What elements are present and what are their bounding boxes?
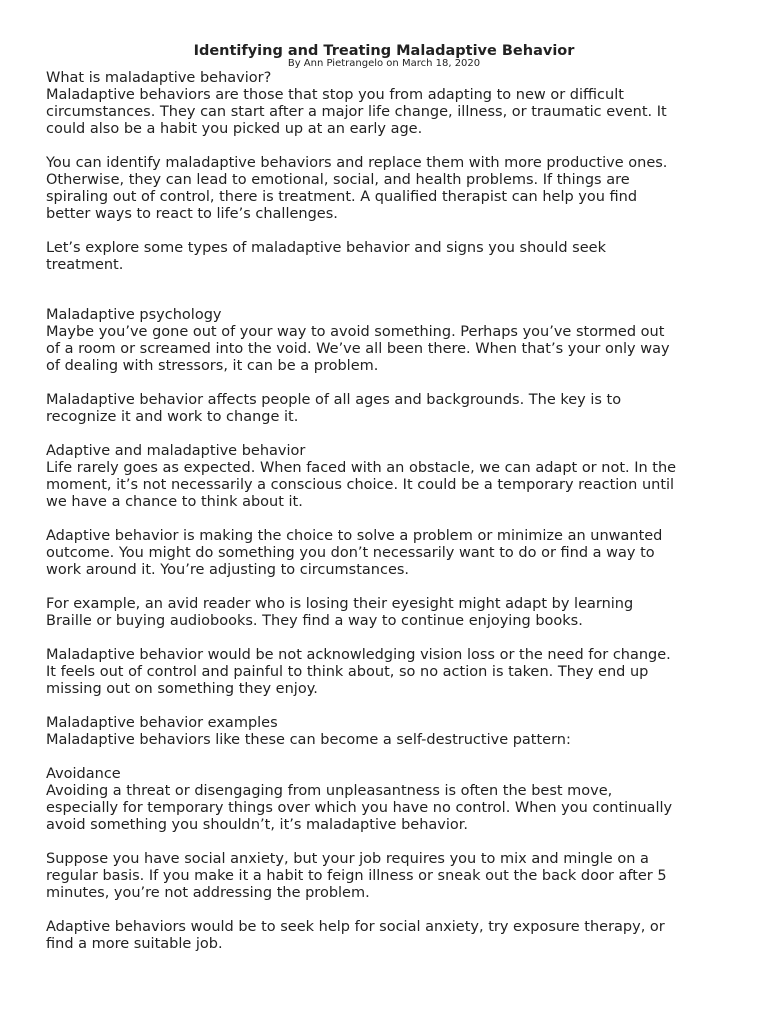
- paragraph-line: regular basis. If you make it a habit to feign illness or sneak out the back door after 5: [46, 868, 667, 884]
- paragraph-line: circumstances. They can start after a major life change, illness, or traumatic event. It: [46, 104, 667, 120]
- paragraph-line: Maladaptive behavior would be not acknowledging vision loss or the need for change.: [46, 647, 671, 663]
- paragraph-line: outcome. You might do something you don’t necessarily want to do or find a way to: [46, 545, 655, 561]
- paragraph-line: find a more suitable job.: [46, 936, 223, 952]
- paragraph-line: Suppose you have social anxiety, but your job requires you to mix and mingle on a: [46, 851, 649, 867]
- paragraph-spacer: [46, 426, 736, 443]
- paragraph-line: Adaptive behavior is making the choice to solve a problem or minimize an unwanted: [46, 528, 663, 544]
- section-heading: Adaptive and maladaptive behavior: [46, 443, 306, 459]
- paragraph-line: Life rarely goes as expected. When faced with an obstacle, we can adapt or not. In the: [46, 460, 677, 476]
- paragraph-spacer: [46, 749, 736, 766]
- paragraph-spacer: [46, 579, 736, 596]
- paragraph-spacer: [46, 223, 736, 240]
- document-title: Identifying and Treating Maladaptive Behavior: [193, 43, 575, 59]
- paragraph-spacer: [46, 274, 736, 307]
- paragraph-line: Maladaptive behaviors like these can become a self-destructive pattern:: [46, 732, 571, 748]
- paragraph-spacer: [46, 375, 736, 392]
- paragraph: [46, 87, 736, 138]
- paragraph: [46, 460, 736, 511]
- section-heading: Avoidance: [46, 766, 121, 782]
- paragraph: [46, 783, 736, 834]
- paragraph-line: better ways to react to life’s challenges.: [46, 206, 338, 222]
- paragraph: [46, 596, 736, 630]
- paragraph-line: could also be a habit you picked up at an early age.: [46, 121, 423, 137]
- paragraph-line: especially for temporary things over which you have no control. When you continually: [46, 800, 673, 816]
- paragraph-line: moment, it’s not necessarily a conscious choice. It could be a temporary reaction until: [46, 477, 675, 493]
- paragraph-line: minutes, you’re not addressing the problem.: [46, 885, 370, 901]
- paragraph-line: work around it. You’re adjusting to circumstances.: [46, 562, 410, 578]
- paragraph-spacer: [46, 698, 736, 715]
- paragraph-line: Adaptive behaviors would be to seek help for social anxiety, try exposure therapy, or: [46, 919, 665, 935]
- paragraph-spacer: [46, 902, 736, 919]
- paragraph: [46, 851, 736, 902]
- paragraph-line: Avoiding a threat or disengaging from unpleasantness is often the best move,: [46, 783, 613, 799]
- section-heading: Maladaptive behavior examples: [46, 715, 278, 731]
- paragraph-line: of dealing with stressors, it can be a problem.: [46, 358, 379, 374]
- paragraph: [46, 732, 736, 749]
- paragraph-line: It feels out of control and painful to think about, so no action is taken. They end up: [46, 664, 649, 680]
- paragraph-line: For example, an avid reader who is losing their eyesight might adapt by learning: [46, 596, 634, 612]
- section-heading: What is maladaptive behavior?: [46, 70, 272, 86]
- paragraph-spacer: [46, 630, 736, 647]
- paragraph-line: missing out on something they enjoy.: [46, 681, 318, 697]
- paragraph-spacer: [46, 138, 736, 155]
- paragraph-line: Otherwise, they can lead to emotional, social, and health problems. If things are: [46, 172, 630, 188]
- paragraph-line: Braille or buying audiobooks. They find a way to continue enjoying books.: [46, 613, 583, 629]
- paragraph-line: of a room or screamed into the void. We’ve all been there. When that’s your only way: [46, 341, 670, 357]
- paragraph-line: Maybe you’ve gone out of your way to avoid something. Perhaps you’ve stormed out: [46, 324, 665, 340]
- paragraph-line: Maladaptive behavior affects people of all ages and backgrounds. The key is to: [46, 392, 622, 408]
- document-body: [46, 70, 736, 953]
- paragraph-line: Let’s explore some types of maladaptive behavior and signs you should seek: [46, 240, 606, 256]
- paragraph-line: recognize it and work to change it.: [46, 409, 299, 425]
- paragraph-line: treatment.: [46, 257, 124, 273]
- paragraph-line: Maladaptive behaviors are those that stop you from adapting to new or difficult: [46, 87, 624, 103]
- section-heading: Maladaptive psychology: [46, 307, 222, 323]
- paragraph-line: avoid something you shouldn’t, it’s maladaptive behavior.: [46, 817, 469, 833]
- paragraph-line: we have a chance to think about it.: [46, 494, 303, 510]
- paragraph: [46, 919, 736, 953]
- paragraph: [46, 155, 736, 223]
- paragraph: [46, 392, 736, 426]
- paragraph-line: You can identify maladaptive behaviors and replace them with more productive ones.: [46, 155, 668, 171]
- paragraph: [46, 528, 736, 579]
- paragraph-spacer: [46, 834, 736, 851]
- paragraph: [46, 647, 736, 698]
- paragraph: [46, 240, 736, 274]
- paragraph-spacer: [46, 511, 736, 528]
- paragraph: [46, 324, 736, 375]
- document-byline: By Ann Pietrangelo on March 18, 2020: [287, 58, 481, 69]
- paragraph-line: spiraling out of control, there is treatment. A qualified therapist can help you find: [46, 189, 638, 205]
